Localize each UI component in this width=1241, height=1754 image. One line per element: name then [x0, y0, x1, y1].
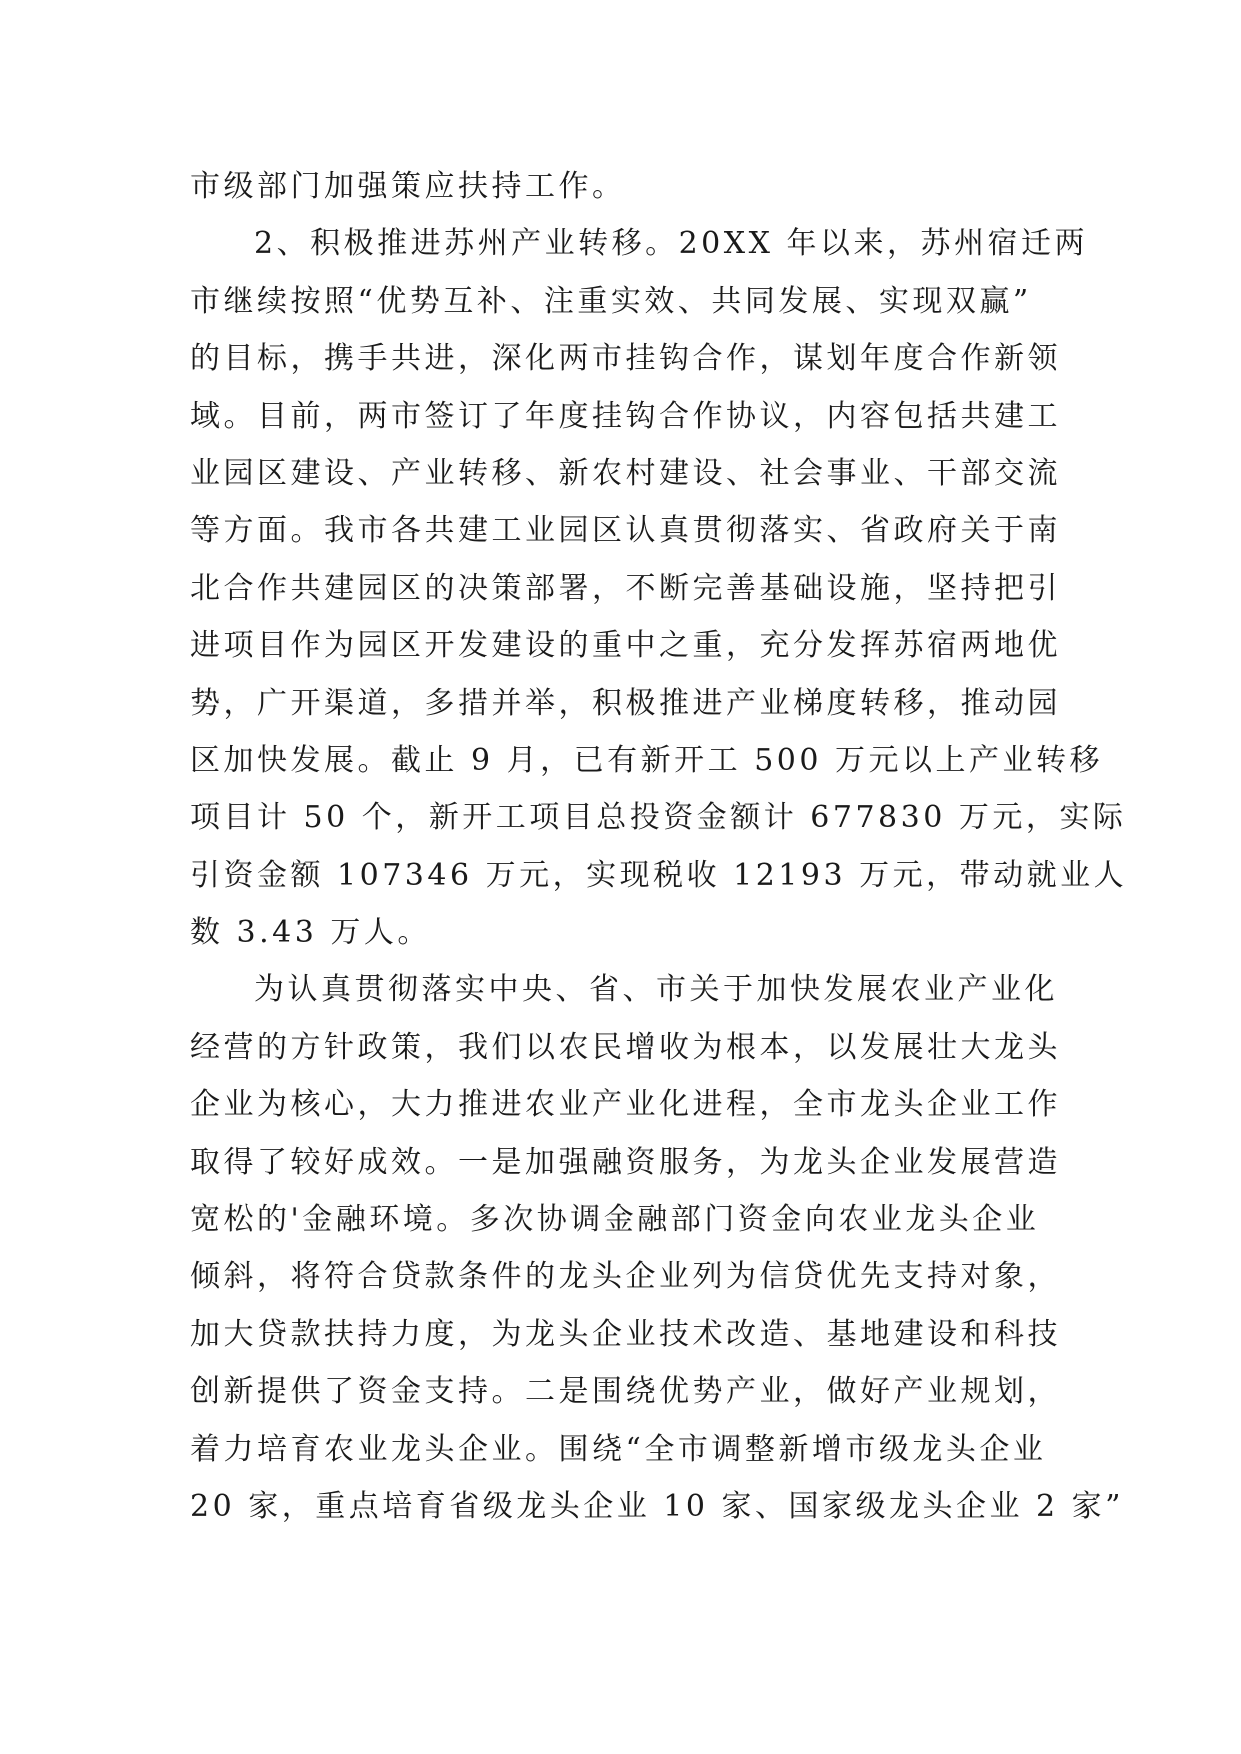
- text-line: 创新提供了资金支持。二是围绕优势产业，做好产业规划，: [190, 1374, 1061, 1410]
- text-line: 着力培育农业龙头企业。围绕“全市调整新增市级龙头企业: [190, 1431, 1047, 1467]
- text-line: 势，广开渠道，多措并举，积极推进产业梯度转移，推动园: [190, 685, 1061, 721]
- text-line: 经营的方针政策，我们以农民增收为根本，以发展壮大龙头: [190, 1029, 1061, 1065]
- text-line: 加大贷款扶持力度，为龙头企业技术改造、基地建设和科技: [190, 1316, 1061, 1352]
- text-line: 20 家，重点培育省级龙头企业 10 家、国家级龙头企业 2 家”: [190, 1488, 1124, 1524]
- text-line: 倾斜，将符合贷款条件的龙头企业列为信贷优先支持对象，: [190, 1259, 1061, 1295]
- text-line: 宽松的'金融环境。多次协调金融部门资金向农业龙头企业: [190, 1202, 1040, 1238]
- text-line: 市继续按照“优势互补、注重实效、共同发展、实现双赢”: [190, 283, 1032, 319]
- text-line: 企业为核心，大力推进农业产业化进程，全市龙头企业工作: [190, 1087, 1061, 1123]
- text-line: 市级部门加强策应扶持工作。: [190, 169, 626, 204]
- text-line: 区加快发展。截止 9 月，已有新开工 500 万元以上产业转移: [190, 742, 1103, 778]
- text-line: 引资金额 107346 万元，实现税收 12193 万元，带动就业人: [190, 857, 1128, 893]
- text-line: 为认真贯彻落实中央、省、市关于加快发展农业产业化: [254, 972, 1058, 1008]
- text-line: 等方面。我市各共建工业园区认真贯彻落实、省政府关于南: [190, 513, 1061, 549]
- document-body: [190, 158, 1128, 1535]
- text-line: 的目标，携手共进，深化两市挂钩合作，谋划年度合作新领: [190, 341, 1061, 377]
- text-line: 进项目作为园区开发建设的重中之重，充分发挥苏宿两地优: [190, 628, 1061, 664]
- text-line: 北合作共建园区的决策部署，不断完善基础设施，坚持把引: [190, 570, 1061, 606]
- text-line: 数 3.43 万人。: [190, 915, 431, 951]
- text-line: 取得了较好成效。一是加强融资服务，为龙头企业发展营造: [190, 1144, 1061, 1180]
- text-line: 2、积极推进苏州产业转移。20XX 年以来，苏州宿迁两: [254, 226, 1089, 262]
- text-line: 业园区建设、产业转移、新农村建设、社会事业、干部交流: [190, 455, 1061, 491]
- text-line: 域。目前，两市签订了年度挂钩合作协议，内容包括共建工: [190, 398, 1061, 434]
- text-line: 项目计 50 个，新开工项目总投资金额计 677830 万元，实际: [190, 800, 1127, 836]
